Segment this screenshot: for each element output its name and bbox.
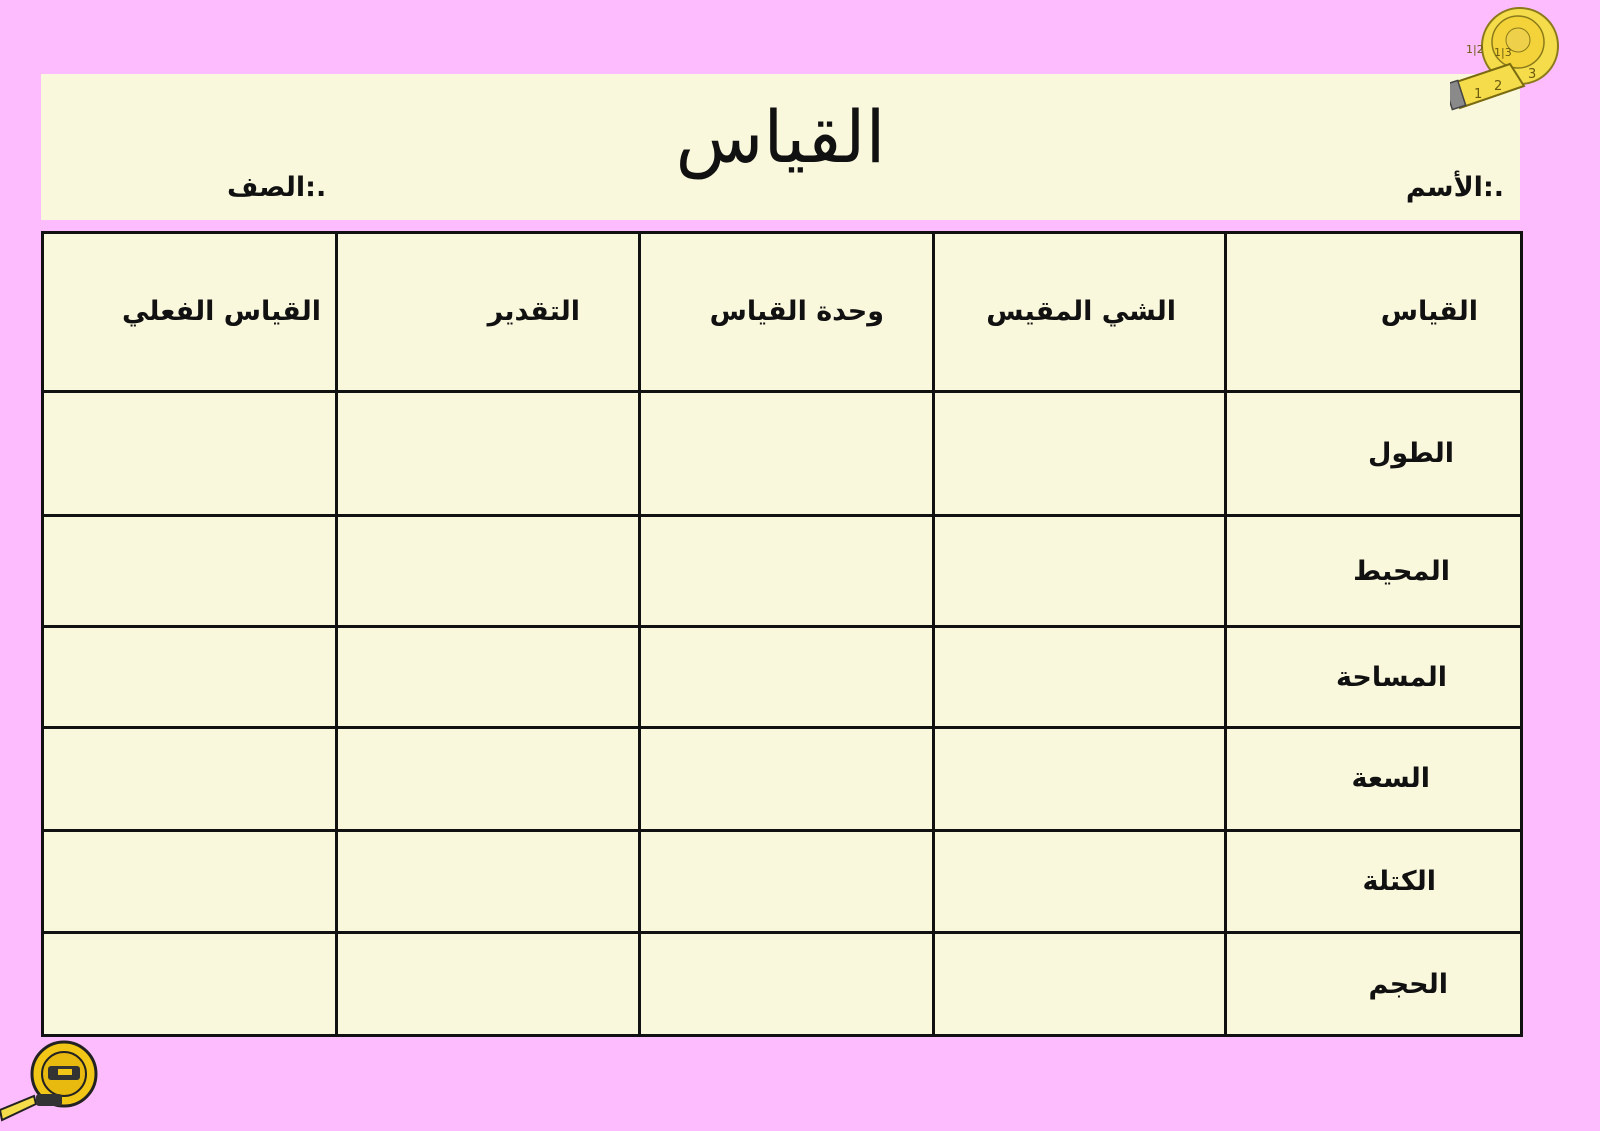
cell-actual[interactable] xyxy=(43,728,337,831)
table-header-row xyxy=(43,233,1522,392)
measurement-table xyxy=(41,231,1523,1037)
cell-unit[interactable] xyxy=(640,728,934,831)
row-label-volume: الحجم xyxy=(1226,933,1522,1036)
column-header-actual-measurement: القياس الفعلي xyxy=(43,233,337,392)
tape-label-1: 1 xyxy=(1474,87,1483,102)
table-row xyxy=(43,515,1522,627)
cell-estimate[interactable] xyxy=(337,391,640,515)
tape-label-2: 2 xyxy=(1494,79,1503,94)
tape-measure-case-icon xyxy=(0,1036,100,1128)
tape-label-1-3: 1|3 xyxy=(1494,46,1512,59)
cell-measured-object[interactable] xyxy=(934,515,1226,627)
column-header-estimate: التقدير xyxy=(337,233,640,392)
cell-actual[interactable] xyxy=(43,515,337,627)
cell-measured-object[interactable] xyxy=(934,728,1226,831)
cell-estimate[interactable] xyxy=(337,627,640,728)
cell-measured-object[interactable] xyxy=(934,627,1226,728)
name-field-label: الأسم:. xyxy=(1405,172,1504,203)
table-row xyxy=(43,830,1522,933)
cell-estimate[interactable] xyxy=(337,933,640,1036)
row-label-area: المساحة xyxy=(1226,627,1522,728)
row-label-capacity: السعة xyxy=(1226,728,1522,831)
cell-estimate[interactable] xyxy=(337,515,640,627)
row-label-mass: الكتلة xyxy=(1226,830,1522,933)
table-row xyxy=(43,391,1522,515)
cell-unit[interactable] xyxy=(640,515,934,627)
class-field-label: الصف:. xyxy=(227,172,327,203)
table-row xyxy=(43,627,1522,728)
column-header-unit: وحدة القياس xyxy=(640,233,934,392)
cell-actual[interactable] xyxy=(43,391,337,515)
cell-unit[interactable] xyxy=(640,830,934,933)
cell-unit[interactable] xyxy=(640,391,934,515)
column-header-measurement: القياس xyxy=(1226,233,1522,392)
cell-unit[interactable] xyxy=(640,933,934,1036)
worksheet-header xyxy=(41,74,1520,220)
cell-measured-object[interactable] xyxy=(934,830,1226,933)
page-title: القياس xyxy=(675,95,886,179)
tape-label-3: 3 xyxy=(1528,67,1537,82)
tape-measure-icon xyxy=(1450,2,1562,114)
row-label-length: الطول xyxy=(1226,391,1522,515)
row-label-perimeter: المحيط xyxy=(1226,515,1522,627)
table-row xyxy=(43,728,1522,831)
cell-estimate[interactable] xyxy=(337,830,640,933)
cell-unit[interactable] xyxy=(640,627,934,728)
cell-estimate[interactable] xyxy=(337,728,640,831)
table-row xyxy=(43,933,1522,1036)
cell-actual[interactable] xyxy=(43,933,337,1036)
column-header-measured-object: الشي المقيس xyxy=(934,233,1226,392)
tape-label-1-2: 1|2 xyxy=(1466,43,1484,56)
cell-measured-object[interactable] xyxy=(934,391,1226,515)
cell-actual[interactable] xyxy=(43,627,337,728)
cell-actual[interactable] xyxy=(43,830,337,933)
cell-measured-object[interactable] xyxy=(934,933,1226,1036)
